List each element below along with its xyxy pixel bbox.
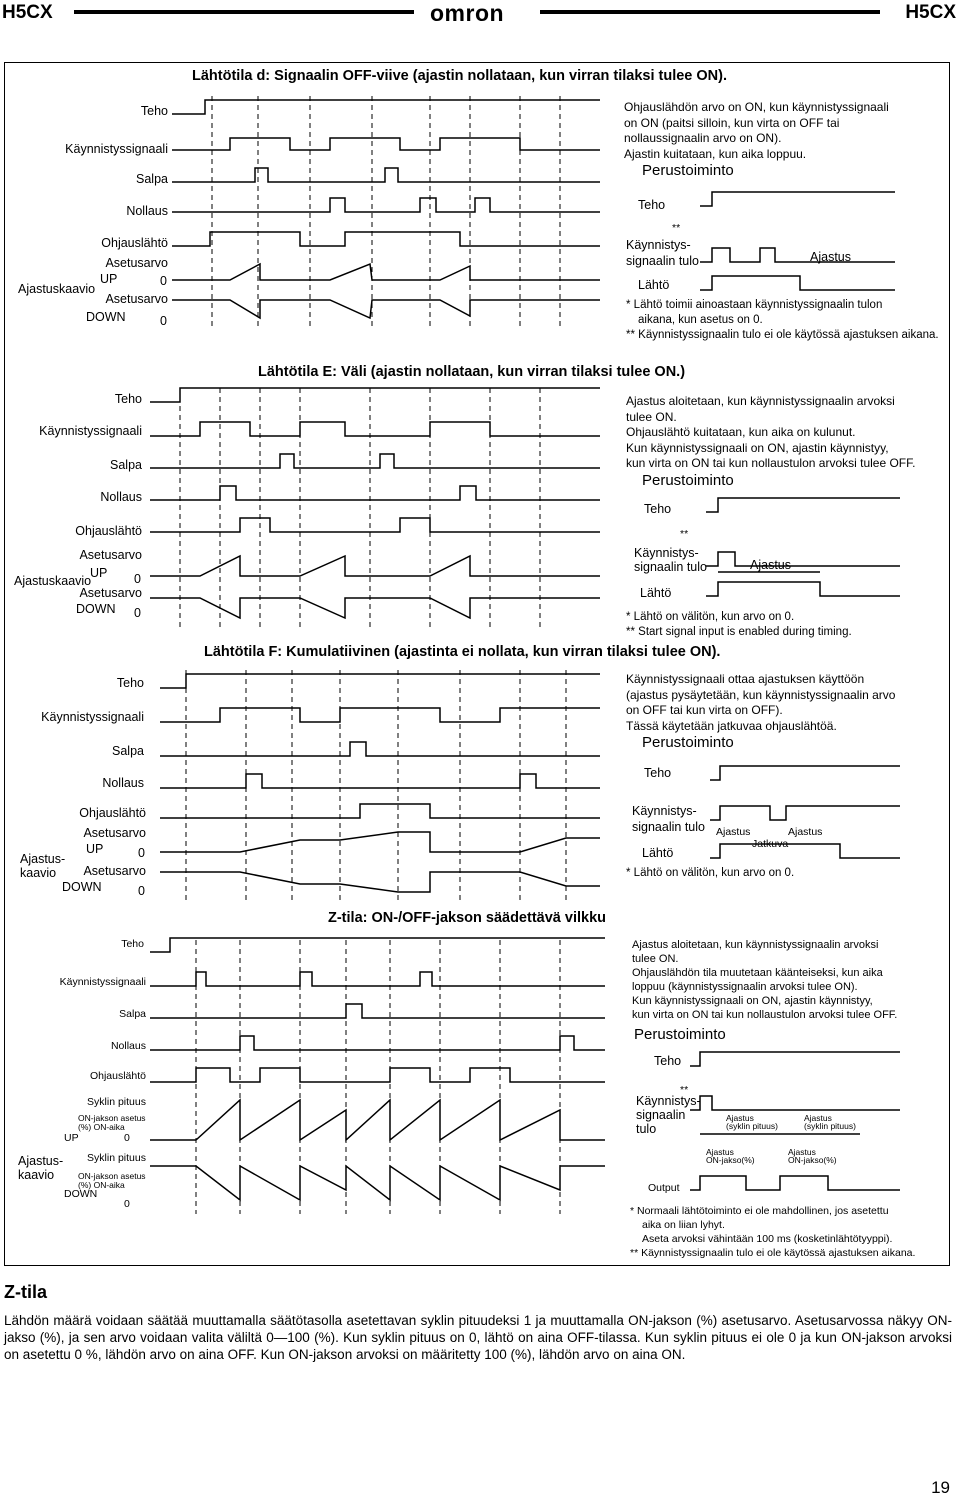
z-note: ** Käynnistyssignaalin tulo ei ole käytössä ajastuksen aikana. <box>630 1247 916 1259</box>
z-desc-line: Ohjauslähdön tila muutetaan käänteiseksi, kun aika <box>632 967 883 979</box>
f-basic-power: Teho <box>644 766 672 780</box>
z-basic-t4b: ON-jakso(%) <box>788 1155 837 1165</box>
d-label-reset: Nollaus <box>126 204 168 218</box>
z-label-onset-up-1: ON-jakson asetus <box>78 1113 146 1123</box>
d-basic-power: Teho <box>638 198 666 212</box>
z-note: * Normaali lähtötoiminto ei ole mahdollinen, jos asetettu <box>630 1205 889 1217</box>
z-basic-t3b: ON-jakso(%) <box>706 1155 755 1165</box>
d-label-start: Käynnistyssignaali <box>65 142 168 156</box>
z-label-onset-up-2: (%) ON-aika <box>78 1122 125 1132</box>
d-label-chart: Ajastuskaavio <box>18 282 96 296</box>
z-basic-start1: Käynnistys- <box>636 1094 701 1108</box>
f-label-up: UP <box>86 842 104 856</box>
d-note: * Lähtö toimii ainoastaan käynnistyssignaalin tulon <box>626 299 883 311</box>
e-note: ** Start signal input is enabled during timing. <box>626 626 852 638</box>
d-label-output: Ohjauslähtö <box>101 236 168 250</box>
z-note: aika on liian lyhyt. <box>642 1219 725 1231</box>
z-basic-t1a: Ajastus <box>726 1113 754 1123</box>
z-desc-line: Kun käynnistyssignaali on ON, ajastin käynnistyy, <box>632 995 873 1007</box>
z-desc-line: Ajastus aloitetaan, kun käynnistyssignaalin arvoksi <box>632 939 879 951</box>
e-label-setval-up: Asetusarvo <box>79 548 142 562</box>
d-basic-timing: Ajastus <box>810 250 851 264</box>
z-label-chart-1: Ajastus- <box>18 1154 64 1168</box>
z-basic-t4a: Ajastus <box>788 1147 816 1157</box>
f-label-reset: Nollaus <box>102 776 144 790</box>
d-label-power: Teho <box>140 104 168 118</box>
e-basic-start2: signaalin tulo <box>634 560 707 574</box>
z-basic-power: Teho <box>654 1054 682 1068</box>
e-desc-line: tulee ON. <box>626 409 677 424</box>
z-label-gate: Salpa <box>119 1008 146 1020</box>
d-label-down: DOWN <box>86 310 126 324</box>
f-basic-start2: signaalin tulo <box>632 820 705 834</box>
d-basic-start2: signaalin tulo <box>626 254 699 268</box>
z-basic-t2a: Ajastus <box>804 1113 832 1123</box>
d-basic-title: Perustoiminto <box>642 162 734 179</box>
e-basic-output: Lähtö <box>640 586 672 600</box>
f-desc-line: Käynnistyssignaali ottaa ajastuksen käyttöön <box>626 672 865 686</box>
e-label-reset: Nollaus <box>100 490 142 504</box>
f-desc-line: on OFF tai kun virta on OFF). <box>626 703 783 717</box>
e-label-power: Teho <box>114 392 142 406</box>
z-label-cycle-down: Syklin pituus <box>87 1152 146 1164</box>
z-label-onset-down-1: ON-jakson asetus <box>78 1171 146 1181</box>
section-f-title: Lähtötila F: Kumulatiivinen (ajastinta ei nollata, kun virran tilaksi tulee ON). <box>204 644 721 660</box>
f-desc-line: (ajastus pysäytetään, kun käynnistyssignaalin arvo <box>626 687 896 702</box>
page-number: 19 <box>931 1478 950 1497</box>
f-note: * Lähtö on välitön, kun arvo on 0. <box>626 867 795 879</box>
section-z-title: Z-tila: ON-/OFF-jakson säädettävä vilkku <box>328 910 606 926</box>
e-basic-power: Teho <box>644 502 672 516</box>
e-label-up: UP <box>90 566 108 580</box>
z-label-down: DOWN <box>64 1188 98 1200</box>
f-label-setval-up: Asetusarvo <box>83 826 146 840</box>
z-label-chart-2: kaavio <box>18 1168 55 1182</box>
f-label-chart-2: kaavio <box>20 866 57 880</box>
z-label-output: Ohjauslähtö <box>89 1070 146 1082</box>
z-basic-title: Perustoiminto <box>634 1026 726 1043</box>
z-desc-line: tulee ON. <box>632 953 679 965</box>
e-basic-timing: Ajastus <box>750 558 791 572</box>
z-note: Aseta arvoksi vähintään 100 ms (kosketinlähtötyyppi). <box>642 1233 893 1245</box>
z-label-cycle-up: Syklin pituus <box>87 1096 146 1108</box>
d-label-setval-down: Asetusarvo <box>105 292 168 306</box>
z-desc-line: kun virta on ON tai kun nollaustulon arvoksi tulee OFF. <box>632 1009 898 1021</box>
z-label-reset: Nollaus <box>110 1040 146 1052</box>
ztila-body: Lähdön määrä voidaan säätää muuttamalla säätötasolla asetettavan syklin pituudeksi 1 ja muuttamalla ON-jakson (%) asetusarvo. Asetusarvossa näkyy ON-jakso (%), ja sen arvo voidaan valita väliltä 0—100 (%). Kun syklin pituus on 0, lähtö on aina OFF-tilassa. Kun syklin pituus ei ole 0 ja kun ON-jakson arvoksi on asetettu 0 %, lähdön arvo on aina OFF. Kun ON-jakson arvoksi on määritetty 100 (%), lähdön arvo on aina ON. <box>4 1313 952 1362</box>
f-label-gate: Salpa <box>112 744 144 758</box>
e-desc-line: Ajastus aloitetaan, kun käynnistyssignaalin arvoksi <box>626 394 895 408</box>
z-label-power: Teho <box>121 938 144 950</box>
e-desc-line: kun virta on ON tai kun nollaustulon arvoksi tulee OFF. <box>626 456 916 470</box>
z-label-start: Käynnistyssignaali <box>59 976 146 988</box>
e-label-start: Käynnistyssignaali <box>39 424 142 438</box>
f-basic-timing-b: Ajastus <box>788 826 823 838</box>
d-basic-output: Lähtö <box>638 278 670 292</box>
e-basic-title: Perustoiminto <box>642 472 734 489</box>
d-label-zero-up: 0 <box>160 274 167 288</box>
z-label-onset-down-2: (%) ON-aika <box>78 1180 125 1190</box>
e-desc-line: Kun käynnistyssignaali on ON, ajastin käynnistyy, <box>626 440 889 455</box>
header-model-right: H5CX <box>905 2 956 23</box>
e-basic-start1: Käynnistys- <box>634 546 699 560</box>
z-basic-start2: signaalin <box>636 1108 686 1122</box>
d-label-up: UP <box>100 272 118 286</box>
f-label-output: Ohjauslähtö <box>79 806 146 820</box>
d-desc-line: on ON (paitsi silloin, kun virta on OFF tai <box>624 115 840 130</box>
d-basic-stars: ** <box>672 222 681 234</box>
z-basic-output: Output <box>648 1182 680 1194</box>
f-label-zero-up: 0 <box>138 846 145 860</box>
d-desc-line: Ajastin kuitataan, kun aika loppuu. <box>624 146 807 161</box>
f-label-zero-down: 0 <box>138 884 145 898</box>
z-label-zero-down: 0 <box>124 1198 130 1210</box>
d-note: aikana, kun asetus on 0. <box>638 314 763 326</box>
d-label-setval-up: Asetusarvo <box>105 256 168 270</box>
d-label-gate: Salpa <box>136 172 168 186</box>
f-label-power: Teho <box>116 676 144 690</box>
f-label-start: Käynnistyssignaali <box>41 710 144 724</box>
e-desc-line: Ohjauslähtö kuitataan, kun aika on kulunut. <box>626 425 856 439</box>
section-d-title: Lähtötila d: Signaalin OFF-viive (ajastin nollataan, kun virran tilaksi tulee ON). <box>192 68 727 84</box>
header-model-left: H5CX <box>2 2 53 23</box>
e-label-down: DOWN <box>76 602 116 616</box>
d-basic-start1: Käynnistys- <box>626 238 691 252</box>
omron-logo: omron <box>430 0 505 26</box>
z-basic-t3a: Ajastus <box>706 1147 734 1157</box>
ztila-heading: Z-tila <box>4 1282 47 1302</box>
e-label-output: Ohjauslähtö <box>75 524 142 538</box>
z-basic-t2b: (syklin pituus) <box>804 1121 856 1131</box>
d-note: ** Käynnistyssignaalin tulo ei ole käytössä ajastuksen aikana. <box>626 329 939 341</box>
e-label-zero-down: 0 <box>134 606 141 620</box>
z-basic-start3: tulo <box>636 1122 657 1136</box>
f-basic-title: Perustoiminto <box>642 734 734 751</box>
f-label-down: DOWN <box>62 880 102 894</box>
z-basic-stars: ** <box>680 1084 689 1096</box>
z-desc-line: loppuu (käynnistyssignaalin arvoksi tulee ON). <box>632 981 858 993</box>
section-e-title: Lähtötila E: Väli (ajastin nollataan, kun virran tilaksi tulee ON.) <box>258 364 686 380</box>
e-note: * Lähtö on välitön, kun arvo on 0. <box>626 611 795 623</box>
e-label-setval-down: Asetusarvo <box>79 586 142 600</box>
f-label-chart-1: Ajastus- <box>20 852 66 866</box>
e-label-zero-up: 0 <box>134 572 141 586</box>
f-label-setval-down: Asetusarvo <box>83 864 146 878</box>
f-basic-output: Lähtö <box>642 846 674 860</box>
d-desc-line: nollaussignaalin arvo on ON). <box>624 131 782 145</box>
z-basic-t1b: (syklin pituus) <box>726 1121 778 1131</box>
f-basic-start1: Käynnistys- <box>632 804 697 818</box>
z-label-up: UP <box>64 1132 79 1144</box>
e-label-chart: Ajastuskaavio <box>14 574 92 588</box>
e-basic-stars: ** <box>680 528 689 540</box>
z-label-zero-up: 0 <box>124 1132 130 1144</box>
d-desc-line: Ohjauslähdön arvo on ON, kun käynnistyssignaali <box>624 100 889 114</box>
d-label-zero-down: 0 <box>160 314 167 328</box>
z-notes <box>630 1204 915 1260</box>
e-label-gate: Salpa <box>110 458 142 472</box>
f-basic-timing-a: Ajastus <box>716 826 751 838</box>
f-basic-continue: Jatkuva <box>752 838 789 850</box>
f-desc-line: Tässä käytetään jatkuvaa ohjauslähtöä. <box>626 718 837 733</box>
